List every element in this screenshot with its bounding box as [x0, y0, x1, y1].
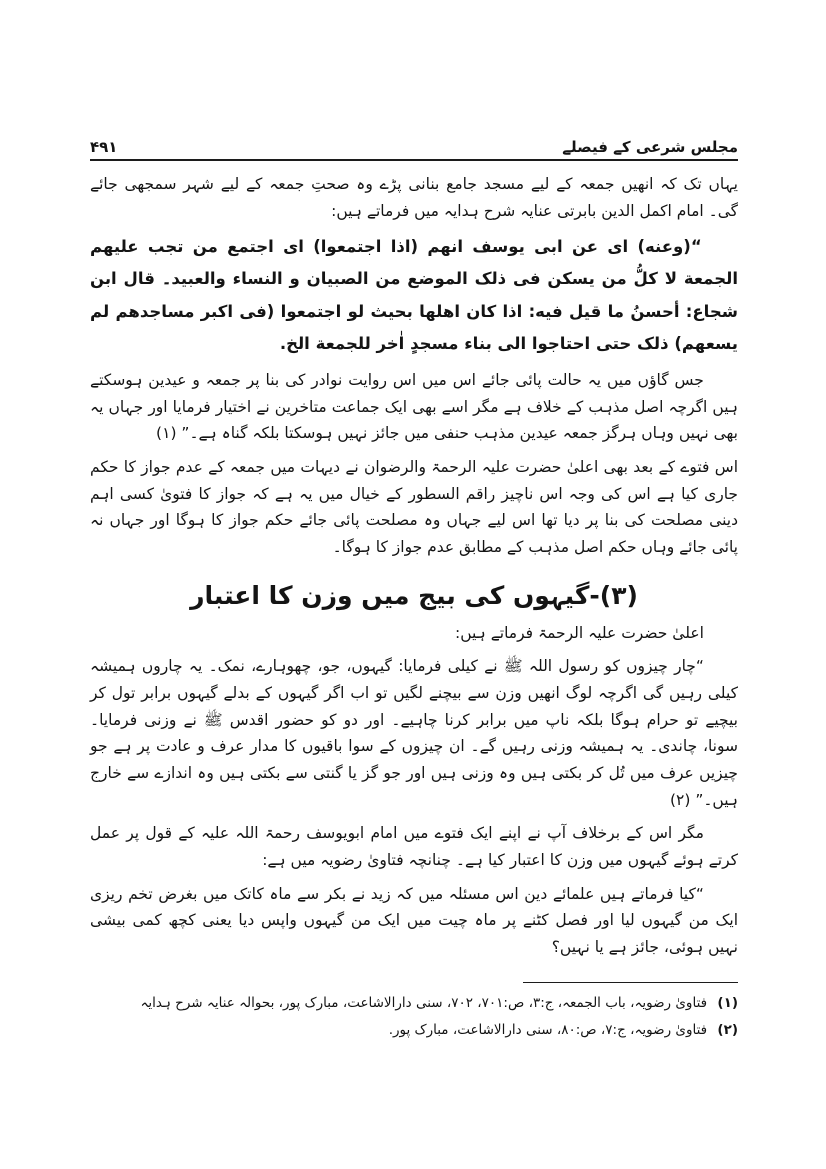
section-heading: (۳)-گیہوں کی بیج میں وزن کا اعتبار	[190, 580, 638, 610]
paragraph: اعلیٰ حضرت علیہ الرحمۃ فرماتے ہیں:	[454, 623, 704, 642]
page-body	[90, 171, 738, 960]
footnotes-section	[90, 982, 738, 1043]
footnote	[90, 1018, 738, 1043]
footnote-text: فتاویٰ رضویہ، باب الجمعہ، ج:۳، ص:۷۰۱، ۷۰۲، سنی دارالاشاعت، مبارک پور، بحوالہ عنایہ شرح ہدایہ	[140, 995, 708, 1012]
book-title: مجلس شرعی کے فیصلے	[562, 138, 738, 156]
arabic-quote-paragraph: “(وعنه) ای عن ابی یوسف انهم (اذا اجتمعوا) ای اجتمع من تجب علیهم الجمعة لا کلُّ من یسکن فی ذلک الموضع من الصبیان و النساء والعبید۔ قال ابن شجاع: أحسنُ ما قیل فیه: اذا کان اهلها بحیث لو اجتمعوا (فی اکبر مساجدهم لم یسعهم) ذلک حتی احتاجوا الی بناء مسجدٍ اٰخر للجمعة الخ.	[90, 237, 738, 353]
paragraph: جس گاؤں میں یہ حالت پائی جائے اس میں اس روایت نوادر کی بنا پر جمعہ و عیدین ہوسکتے ہیں اگرچہ اصل مذہب کے خلاف ہے مگر اسے بھی ایک جماعت متاخرین نے اختیار فرمایا اور جہاں یہ بھی نہیں وہاں ہرگز جمعہ عیدین مذہب حنفی میں جائز نہیں ہوسکتا بلکہ گناہ ہے۔” (۱)	[90, 371, 738, 443]
paragraph: اس فتوے کے بعد بھی اعلیٰ حضرت علیہ الرحمۃ والرضوان نے دیہات میں جمعہ کے عدم جواز کا حکم جاری کیا ہے اس کی وجہ اس ناچیز راقم السطور کے خیال میں یہ ہے کہ جواز کا فتویٰ کسی اہم دینی مصلحت کی بنا پر دیا تھا اس لیے جہاں وہ مصلحت پائی جائے حکم جواز کا ہوگا اور جہاں نہ پائی جائے وہاں حکم اصل مذہب کے مطابق عدم جواز کا ہوگا۔	[90, 457, 738, 556]
footnote-text: فتاویٰ رضویہ، ج:۷، ص:۸۰، سنی دارالاشاعت، مبارک پور.	[388, 1022, 708, 1039]
paragraph: مگر اس کے برخلاف آپ نے اپنے ایک فتوے میں امام ابویوسف رحمۃ اللہ علیہ کے قول پر عمل کرتے ہوئے گیہوں میں وزن کا اعتبار کیا ہے۔ چنانچہ فتاویٰ رضویہ میں ہے:	[90, 824, 738, 869]
footnote-marker: (۲)	[717, 1022, 738, 1039]
footnote-separator-rule	[523, 982, 738, 983]
page-header	[90, 138, 738, 161]
quote-paragraph: “کیا فرماتے ہیں علمائے دین اس مسئلہ میں کہ زید نے بکر سے ماہ کاتک میں بغرض تخم ریزی ایک من گیہوں لیا اور فصل کٹنے پر ماہ چیت میں ایک من گیہوں واپس دیا یعنی کچھ کمی بیشی نہیں ہوئی، جائز ہے یا نہیں؟	[90, 884, 738, 956]
footnote-marker: (۱)	[717, 995, 738, 1012]
paragraph: یہاں تک کہ انھیں جمعہ کے لیے مسجد جامع بنانی پڑے وہ صحتِ جمعہ کے لیے شہر سمجھی جائے گی۔ امام اکمل الدین بابرتی عنایہ شرح ہدایہ میں فرماتے ہیں:	[90, 175, 738, 220]
quote-paragraph: “چار چیزوں کو رسول اللہ ﷺ نے کیلی فرمایا: گیہوں، جو، چھوہارے، نمک۔ یہ چاروں ہمیشہ کیلی رہیں گی اگرچہ لوگ انھیں وزن سے بیچنے لگیں تو اب اگر گیہوں کے بدلے گیہوں برابر تول کر بیچیے تو حرام ہوگا بلکہ ناپ میں برابر کرنا چاہیے۔ اور دو کو حضور اقدس ﷺ نے وزنی فرمایا۔ سونا، چاندی۔ یہ ہمیشہ وزنی رہیں گے۔ ان چیزوں کے سوا باقیوں کا مدار عرف و عادت پر ہے جو چیزیں عرف میں تُل کر بکتی ہیں وہ وزنی ہیں اور جو گز یا گنتی سے بکتی ہیں وہ اندازے سے خارج ہیں۔” (۲)	[90, 657, 738, 809]
page-number: ۴۹۱	[90, 138, 118, 156]
footnote	[90, 991, 738, 1016]
